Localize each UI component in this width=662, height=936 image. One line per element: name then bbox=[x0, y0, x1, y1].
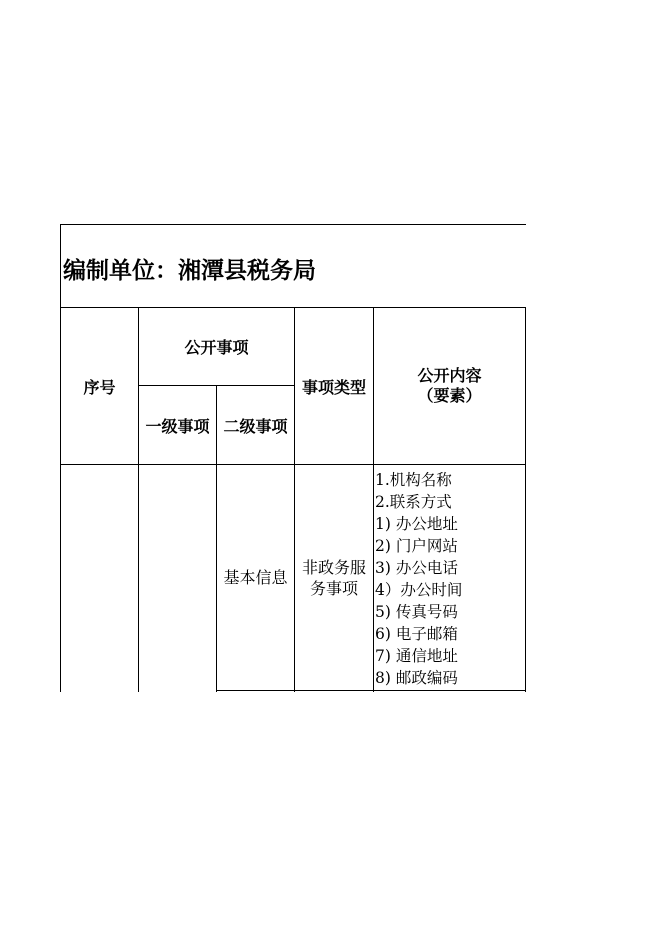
header-content-line2: （要素） bbox=[417, 386, 482, 405]
content-item: 4）办公时间 bbox=[375, 581, 463, 599]
content-item: 2) 门户网站 bbox=[375, 537, 458, 555]
cell-item-type bbox=[295, 465, 373, 690]
header-public-item: 公开事项 bbox=[184, 338, 249, 357]
content-item: 1.机构名称 bbox=[375, 471, 452, 489]
table-top-border bbox=[60, 224, 526, 225]
content-item: 6) 电子邮箱 bbox=[375, 625, 458, 643]
header-item-type: 事项类型 bbox=[301, 377, 366, 397]
header-seq: 序号 bbox=[83, 377, 116, 397]
header-content bbox=[374, 308, 525, 464]
header-level1: 一级事项 bbox=[145, 416, 210, 436]
content-item: 2.联系方式 bbox=[375, 493, 452, 511]
content-item: 8) 邮政编码 bbox=[375, 669, 458, 687]
content-item: 7) 通信地址 bbox=[375, 647, 458, 665]
cell-content-list bbox=[375, 469, 462, 689]
cell-level2: 基本信息 bbox=[223, 568, 288, 587]
page-title: 编制单位：湘潭县税务局 bbox=[63, 257, 316, 284]
col-divider-5 bbox=[525, 307, 526, 692]
cell-item-type-line2: 务事项 bbox=[309, 578, 358, 598]
cell-item-type-line1: 非政务服 bbox=[301, 557, 366, 577]
content-item: 5) 传真号码 bbox=[375, 603, 458, 621]
row-bottom-border bbox=[216, 690, 526, 691]
header-level2: 二级事项 bbox=[223, 416, 288, 436]
header-content-line1: 公开内容 bbox=[417, 366, 482, 385]
content-item: 3) 办公电话 bbox=[375, 559, 458, 577]
content-item: 1) 办公地址 bbox=[375, 515, 458, 533]
